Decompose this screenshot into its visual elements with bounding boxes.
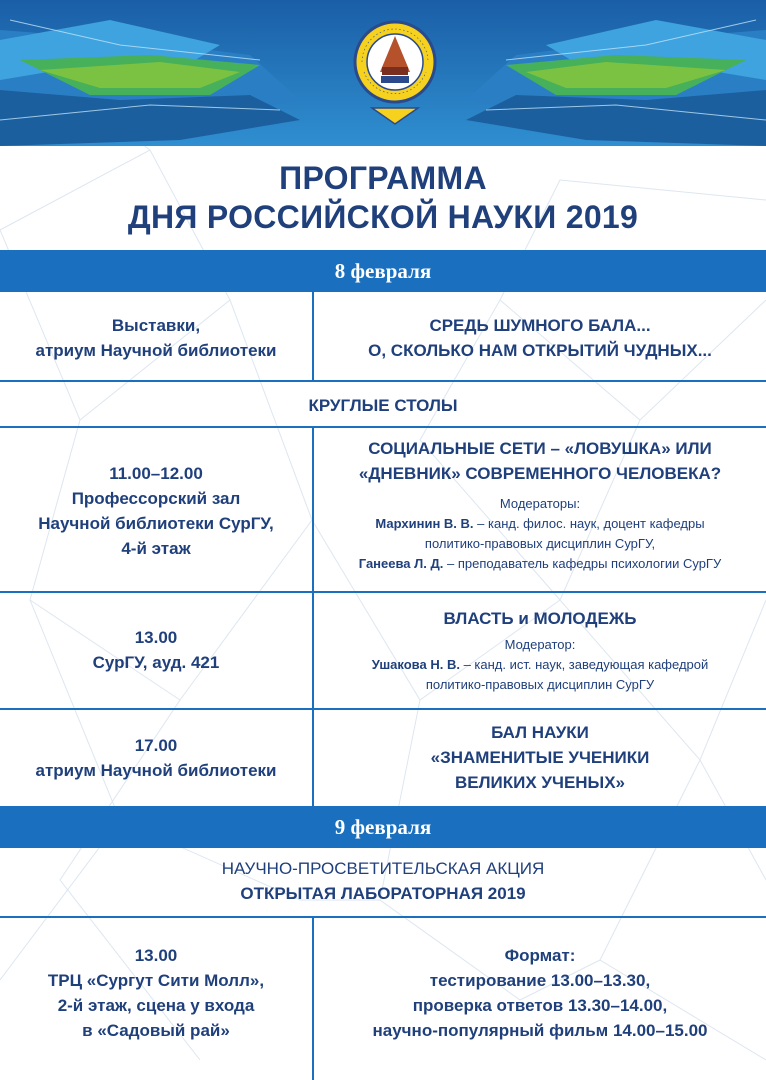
event1-moderators-label: Модераторы: [499, 496, 581, 511]
event2-details [314, 606, 766, 695]
page-title-line1: ПРОГРАММА [279, 160, 487, 196]
format-line3: научно-популярный фильм 14.00–15.00 [372, 1021, 708, 1040]
page-title-line2: ДНЯ РОССИЙСКОЙ НАУКИ 2019 [127, 199, 639, 235]
divider [0, 916, 766, 918]
event1-place-line3: 4-й этаж [121, 539, 191, 558]
divider [0, 591, 766, 593]
event3-place-line: атриум Научной библиотеки [35, 761, 277, 780]
day2-event-place [0, 943, 312, 1043]
moderator-description: – преподаватель кафедры психологии СурГУ [443, 556, 722, 571]
event2-moderator-label: Модератор: [504, 637, 576, 652]
moderator-name: Ганеева Л. Д. [358, 556, 444, 571]
moderator-name: Ушакова Н. В. [371, 657, 460, 672]
moderator-description: – канд. ист. наук, заведующая кафедрой [459, 657, 709, 672]
event1-place-line1: Профессорский зал [71, 489, 241, 508]
event2-moderator [314, 635, 766, 695]
event1-place-line2: Научной библиотеки СурГУ, [38, 514, 274, 533]
event3-title-line1: БАЛ НАУКИ [491, 723, 589, 742]
exhibitions-place-line1: Выставки, [111, 316, 201, 335]
moderator-description: политико-правовых дисциплин СурГУ, [424, 536, 656, 551]
university-emblem [352, 12, 438, 130]
exhibitions-title-line2: О, СКОЛЬКО НАМ ОТКРЫТИЙ ЧУДНЫХ... [368, 341, 712, 360]
event2-place-line: СурГУ, ауд. 421 [92, 653, 220, 672]
date-bar-day2: 9 февраля [0, 806, 766, 848]
date-bar-day1: 8 февраля [0, 250, 766, 292]
university-logo [352, 12, 438, 130]
event3-title [314, 720, 766, 795]
event1-title-line2: «ДНЕВНИК» СОВРЕМЕННОГО ЧЕЛОВЕКА? [358, 464, 722, 483]
event3-place [0, 733, 312, 783]
event2-place [0, 625, 312, 675]
event3-title-line2: «ЗНАМЕНИТЫЕ УЧЕНИКИ [430, 748, 650, 767]
exhibitions-place-line2: атриум Научной библиотеки [35, 341, 277, 360]
round-tables-header: КРУГЛЫЕ СТОЛЫ [308, 396, 458, 415]
event3-time: 17.00 [134, 736, 178, 755]
format-line2: проверка ответов 13.30–14.00, [412, 996, 668, 1015]
moderator-name: Мархинин В. В. [375, 516, 474, 531]
exhibitions-title [314, 313, 766, 363]
divider [0, 380, 766, 382]
action-title-line2: ОТКРЫТАЯ ЛАБОРАТОРНАЯ 2019 [240, 884, 526, 903]
event3-title-line3: ВЕЛИКИХ УЧЕНЫХ» [455, 773, 625, 792]
event1-place [0, 461, 312, 561]
divider [0, 708, 766, 710]
divider [0, 426, 766, 428]
moderator-description: политико-правовых дисциплин СурГУ [425, 677, 655, 692]
event2-time: 13.00 [134, 628, 178, 647]
event2-title: ВЛАСТЬ и МОЛОДЕЖЬ [443, 609, 637, 628]
action-title [0, 856, 766, 906]
event1-title-line1: СОЦИАЛЬНЫЕ СЕТИ – «ЛОВУШКА» ИЛИ [368, 439, 712, 458]
action-title-line1: НАУЧНО-ПРОСВЕТИТЕЛЬСКАЯ АКЦИЯ [221, 859, 545, 878]
exhibitions-place [0, 313, 312, 363]
moderator-description: – канд. филос. наук, доцент кафедры [473, 516, 705, 531]
day2-event-place-line2: 2-й этаж, сцена у входа [57, 996, 255, 1015]
event1-moderators [314, 494, 766, 574]
day2-event-format [314, 943, 766, 1043]
exhibitions-title-line1: СРЕДЬ ШУМНОГО БАЛА... [429, 316, 651, 335]
day2-event-place-line1: ТРЦ «Сургут Сити Молл», [47, 971, 265, 990]
format-label: Формат: [504, 946, 576, 965]
event1-time: 11.00–12.00 [109, 464, 203, 483]
format-line1: тестирование 13.00–13.30, [429, 971, 651, 990]
day2-event-place-line3: в «Садовый рай» [82, 1021, 230, 1040]
event1-details [314, 436, 766, 574]
day2-event-time: 13.00 [134, 946, 178, 965]
